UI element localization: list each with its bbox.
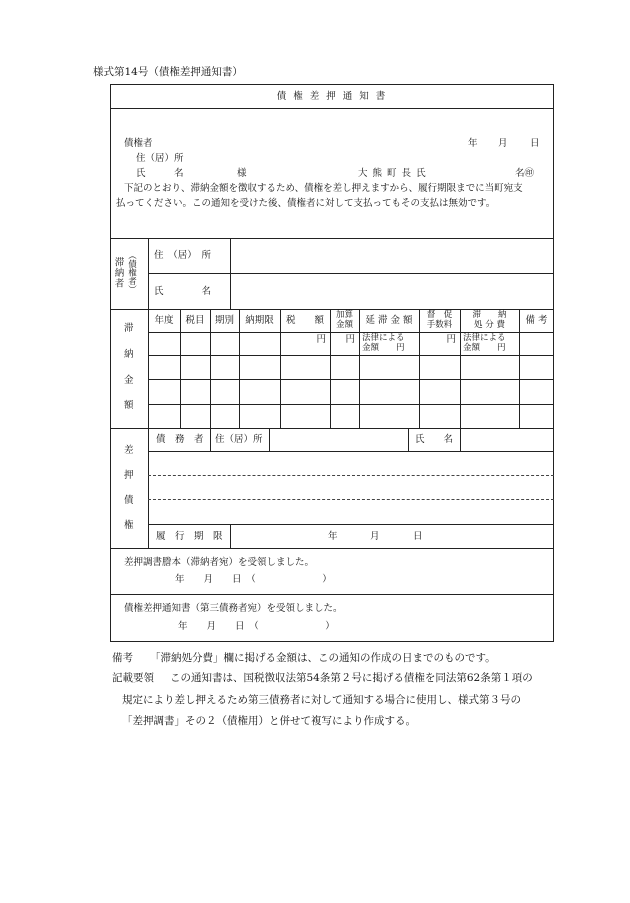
- receipt-1-date: 年 月 日 （ ）: [175, 574, 332, 585]
- receipt-2-date: 年 月 日 （ ）: [178, 621, 335, 632]
- arrears-side-char: 額: [124, 400, 134, 411]
- receipt-2-text: 債権差押通知書（第三債務者宛）を受領しました。: [124, 603, 343, 614]
- arrears-col-line: [359, 309, 360, 428]
- arrears-side-char: 納: [124, 349, 134, 360]
- arrears-row-line: [148, 379, 554, 380]
- seized-side-char-3: 権: [124, 520, 134, 531]
- debtor-name-label: 氏 名: [415, 434, 454, 445]
- arrears-row-line: [148, 355, 554, 356]
- due-month: 月: [370, 531, 380, 542]
- arrears-bottom-line: [110, 428, 554, 429]
- creditor-address-label: 住（居）所: [136, 153, 184, 164]
- receipt-1-text: 差押調書謄本（滞納者宛）を受領しました。: [124, 557, 315, 568]
- seized-col-line: [148, 428, 149, 548]
- remarks-label: 備考: [112, 652, 133, 664]
- debtor-name-value-divider: [460, 428, 461, 451]
- receivable-line-1: [148, 475, 554, 476]
- debtor-row-bottom: [148, 451, 554, 452]
- due-year: 年: [328, 531, 338, 542]
- form-number: 様式第14号（債権差押通知書）: [93, 66, 243, 78]
- notice-line-1: 下記のとおり、滞納金額を徴収するため、債権を差し押えますから、履行期限までに当町宛支: [124, 183, 523, 194]
- arrears-header-cell: 税 額: [285, 315, 324, 326]
- seized-bottom-line: [110, 548, 554, 549]
- due-row-top: [148, 524, 554, 525]
- arrears-side-char: 滞: [124, 323, 134, 334]
- creditor-name-label: 氏 名: [136, 168, 184, 179]
- arrears-col-line: [210, 309, 211, 428]
- due-day: 日: [413, 531, 423, 542]
- arrears-header-cell: 督 促 手数料: [426, 310, 453, 330]
- delinquent-row-line: [148, 273, 554, 274]
- arrears-col-line: [239, 309, 240, 428]
- sama-suffix: 様: [237, 168, 247, 179]
- receipt-divider: [110, 594, 554, 595]
- due-label-divider: [230, 524, 231, 548]
- arrears-header-cell: 期別: [214, 315, 234, 326]
- receivable-line-2: [148, 499, 554, 500]
- seized-side-char-0: 差: [124, 445, 134, 456]
- arrears-unit-surcharge: 円: [345, 334, 355, 345]
- delinquent-address-label: 住 （居） 所: [154, 250, 212, 261]
- arrears-unit-disposal: 法律による 金額 円: [463, 333, 506, 353]
- creditor-label: 債権者: [124, 138, 153, 149]
- arrears-header-cell: 備 考: [525, 315, 548, 326]
- arrears-col-line: [180, 309, 181, 428]
- arrears-header-cell: 納期限: [245, 315, 274, 326]
- arrears-side-char: 金: [124, 375, 134, 386]
- arrears-header-cell: 加算 金額: [335, 310, 353, 330]
- arrears-unit-dunning: 円: [446, 334, 456, 345]
- instructions-label: 記載要領: [112, 672, 154, 684]
- date-year: 年: [468, 138, 478, 149]
- delinquent-label: 滞納者: [112, 257, 124, 289]
- notice-title: 債 権 差 押 通 知 書: [276, 91, 388, 102]
- seized-side-char-1: 押: [124, 470, 134, 481]
- header-divider: [110, 238, 554, 239]
- arrears-side-divider: [148, 309, 149, 428]
- instructions-line-2: 規定により差し押えるため第三債務者に対して通知する場合に使用し、様式第３号の: [122, 694, 521, 706]
- due-date-label: 履 行 期 限: [156, 531, 223, 542]
- arrears-header-cell: 年度: [154, 315, 174, 326]
- arrears-unit-tax: 円: [316, 334, 326, 345]
- debtor-divider: [210, 428, 211, 451]
- remarks-text: 「滞納処分費」欄に掲げる金額は、この通知の作成の日までのものです。: [150, 652, 496, 664]
- date-month: 月: [498, 138, 508, 149]
- arrears-header-cell: 滞 納 処 分 費: [472, 310, 507, 330]
- mayor-name-seal: 名㊞: [515, 168, 535, 179]
- date-day: 日: [530, 138, 540, 149]
- instructions-line-1: この通知書は、国税徴収法第54条第２号に掲げる債権を同法第62条第１項の: [170, 672, 533, 684]
- arrears-row-line: [148, 404, 554, 405]
- delinquent-sub-label: （債権者）: [126, 251, 137, 294]
- debtor-name-divider: [408, 428, 409, 451]
- arrears-header-cell: 延 滞 金 額: [365, 315, 413, 326]
- arrears-col-line: [519, 309, 520, 428]
- arrears-col-line: [280, 309, 281, 428]
- delinquent-name-label: 氏 名: [154, 286, 212, 297]
- mayor-title: 大 熊 町 長 氏: [358, 168, 427, 179]
- seized-side-char-2: 債: [124, 495, 134, 506]
- debtor-address-divider: [269, 428, 270, 451]
- title-divider: [110, 108, 554, 109]
- instructions-line-3: 「差押調書」その２（債権用）と併せて複写により作成する。: [122, 715, 416, 727]
- arrears-header-cell: 税目: [185, 315, 205, 326]
- debtor-address-label: 住（居）所: [215, 434, 263, 445]
- notice-line-2: 払ってください。この通知を受けた後、債権者に対して支払ってもその支払は無効です。: [116, 198, 496, 209]
- debtor-label: 債 務 者: [156, 434, 204, 445]
- arrears-unit-late-fee: 法律による 金額 円: [362, 333, 405, 353]
